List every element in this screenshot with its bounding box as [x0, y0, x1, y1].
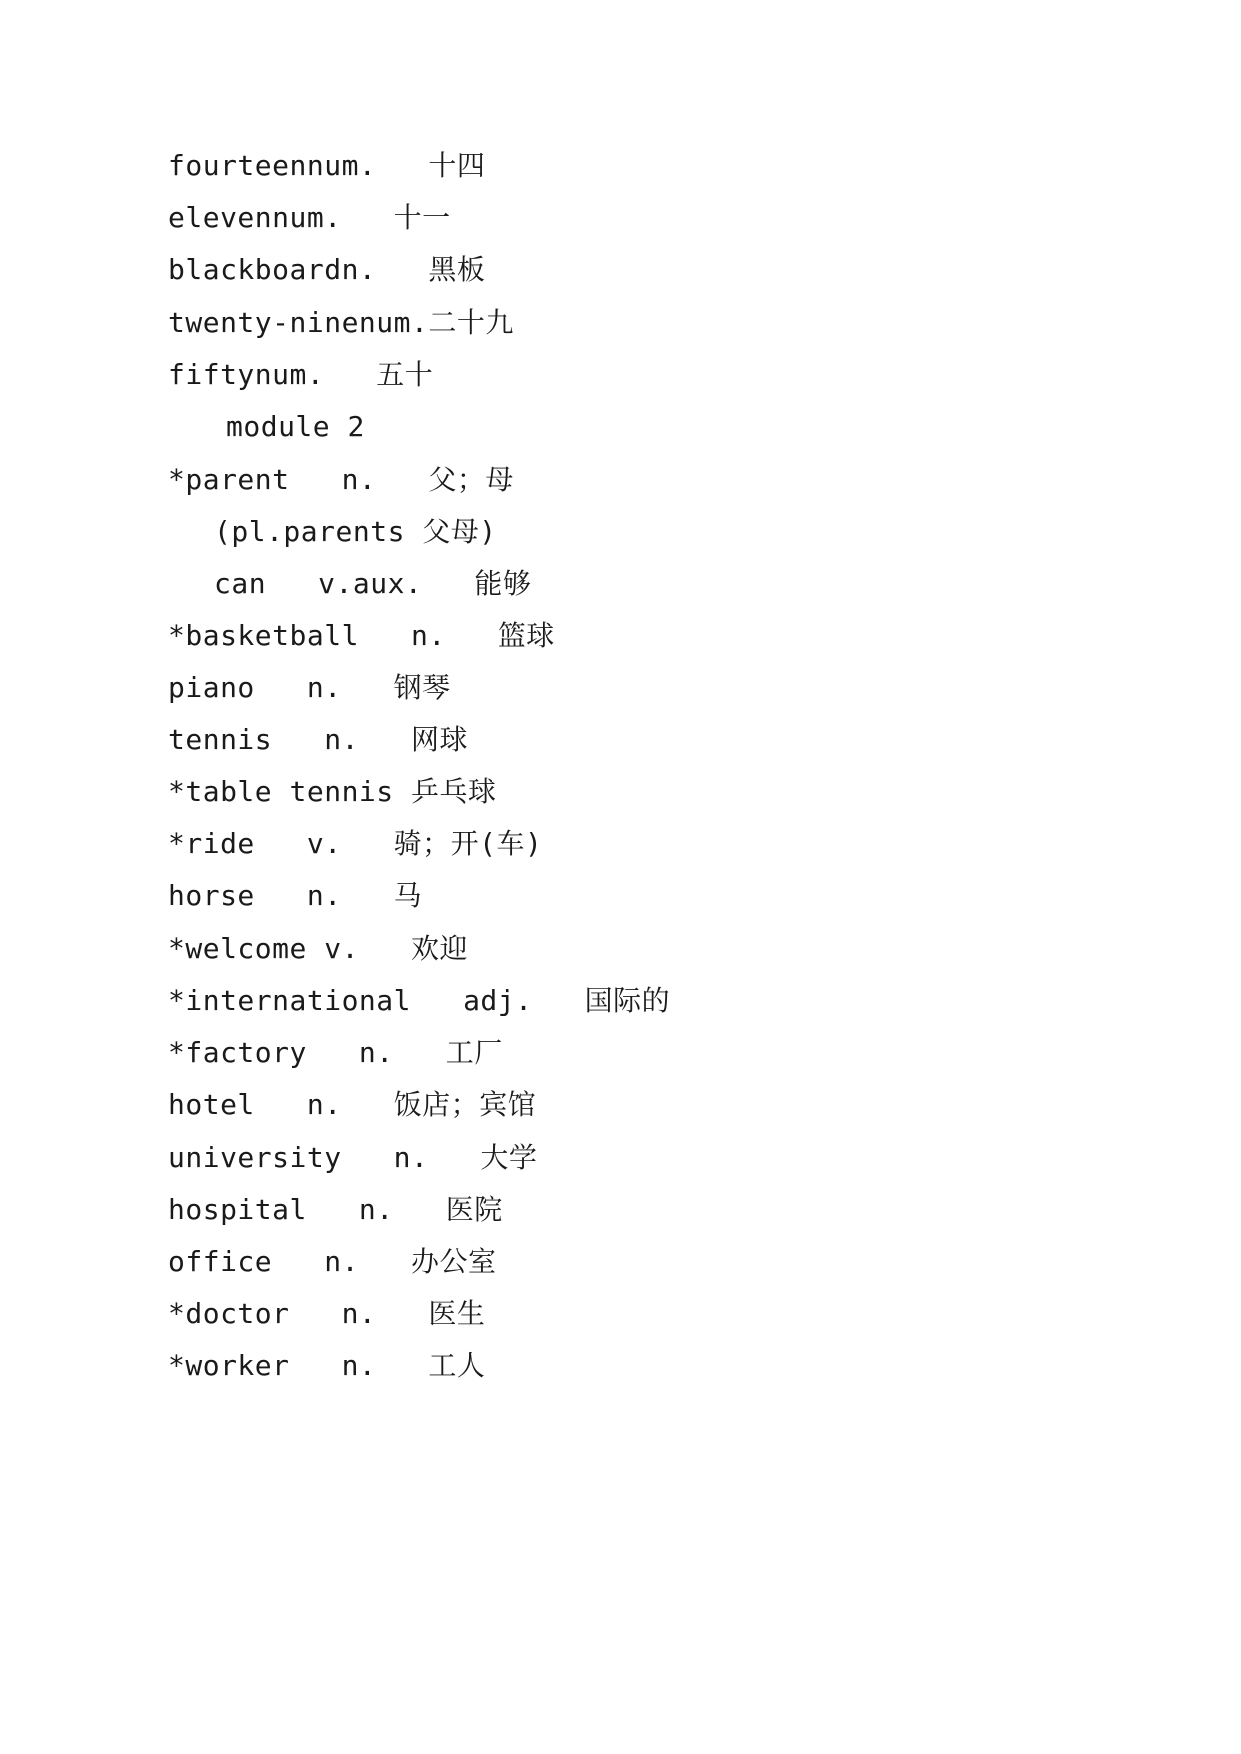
vocab-line-fourteen: fourteennum. 十四: [168, 149, 486, 182]
vocab-line-ride: *ride v. 骑；开(车): [168, 827, 543, 860]
vocab-line-hotel: hotel n. 饭店；宾馆: [168, 1088, 537, 1121]
vocab-line-tennis: tennis n. 网球: [168, 723, 469, 756]
vocab-line-office: office n. 办公室: [168, 1245, 497, 1278]
vocab-line-piano: piano n. 钢琴: [168, 671, 451, 704]
vocab-line-welcome: *welcome v. 欢迎: [168, 932, 469, 965]
vocab-line-worker: *worker n. 工人: [168, 1349, 486, 1382]
vocab-line-eleven: elevennum. 十一: [168, 201, 451, 234]
vocab-line-blackboard: blackboardn. 黑板: [168, 253, 486, 286]
vocab-line-factory: *factory n. 工厂: [168, 1036, 503, 1069]
vocab-line-fifty: fiftynum. 五十: [168, 358, 434, 391]
module-heading: module 2: [226, 410, 365, 443]
vocab-line-horse: horse n. 马: [168, 879, 423, 912]
vocab-line-table-tennis: *table tennis 乒乓球: [168, 775, 497, 808]
vocab-line-international: *international adj. 国际的: [168, 984, 671, 1017]
vocab-line-twenty-nine: twenty-ninenum.二十九: [168, 306, 514, 339]
vocab-line-can: can v.aux. 能够: [214, 567, 532, 600]
vocab-line-basketball: *basketball n. 篮球: [168, 619, 555, 652]
vocab-line-university: university n. 大学: [168, 1141, 538, 1174]
vocab-line-doctor: *doctor n. 医生: [168, 1297, 486, 1330]
vocab-line-parents-plural: (pl.parents 父母): [214, 515, 497, 548]
vocab-line-hospital: hospital n. 医院: [168, 1193, 503, 1226]
vocab-line-parent: *parent n. 父；母: [168, 463, 514, 496]
